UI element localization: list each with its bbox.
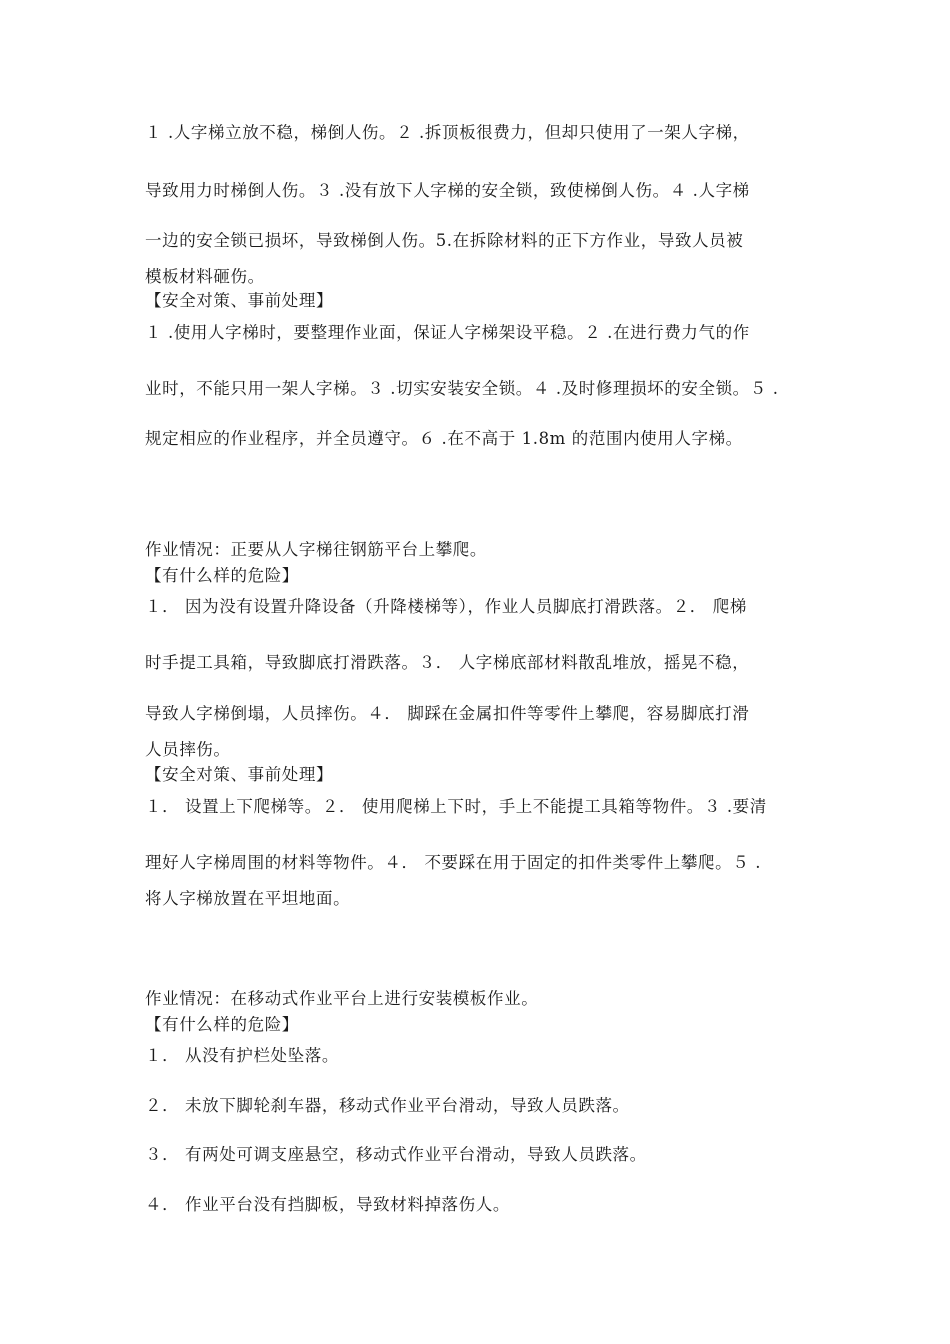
text-line: 导致用力时梯倒人伤。３ .没有放下人字梯的安全锁，致使梯倒人伤。４ .人字梯 bbox=[145, 181, 750, 200]
text-line: １ .人字梯立放不稳，梯倒人伤。２ .拆顶板很费力，但却只使用了一架人字梯， bbox=[145, 123, 750, 142]
section-heading: 【安全对策、事前处理】 bbox=[145, 765, 334, 784]
text-line: 理好人字梯周围的材料等物件。４． 不要踩在用于固定的扣件类零件上攀爬。５ . bbox=[145, 853, 762, 872]
text-line: １． 因为没有设置升降设备（升降楼梯等），作业人员脚底打滑跌落。２． 爬梯 bbox=[145, 597, 747, 616]
text-line: 将人字梯放置在平坦地面。 bbox=[145, 889, 351, 908]
section-heading: 【有什么样的危险】 bbox=[145, 566, 299, 585]
work-situation: 作业情况：正要从人字梯往钢筋平台上攀爬。 bbox=[145, 540, 487, 559]
list-item: ３． 有两处可调支座悬空，移动式作业平台滑动，导致人员跌落。 bbox=[145, 1145, 647, 1164]
text-line: 一边的安全锁已损坏，导致梯倒人伤。5.在拆除材料的正下方作业，导致人员被 bbox=[145, 231, 744, 250]
list-item: ２． 未放下脚轮刹车器，移动式作业平台滑动，导致人员跌落。 bbox=[145, 1096, 630, 1115]
text-line: 模板材料砸伤。 bbox=[145, 267, 265, 286]
list-item: １． 从没有护栏处坠落。 bbox=[145, 1046, 339, 1065]
text-line: 人员摔伤。 bbox=[145, 740, 231, 759]
text-line: 业时，不能只用一架人字梯。３ .切实安装安全锁。４ .及时修理损坏的安全锁。５ . bbox=[145, 379, 779, 398]
text-line: １． 设置上下爬梯等。２． 使用爬梯上下时，手上不能提工具箱等物件。３ .要清 bbox=[145, 797, 767, 816]
text-line: 导致人字梯倒塌，人员摔伤。４． 脚踩在金属扣件等零件上攀爬，容易脚底打滑 bbox=[145, 704, 750, 723]
text-line: 时手提工具箱，导致脚底打滑跌落。３． 人字梯底部材料散乱堆放，摇晃不稳， bbox=[145, 653, 750, 672]
list-item: ４． 作业平台没有挡脚板，导致材料掉落伤人。 bbox=[145, 1195, 510, 1214]
text-line: １ .使用人字梯时，要整理作业面，保证人字梯架设平稳。２ .在进行费力气的作 bbox=[145, 323, 750, 342]
section-heading: 【安全对策、事前处理】 bbox=[145, 291, 334, 310]
work-situation: 作业情况：在移动式作业平台上进行安装模板作业。 bbox=[145, 989, 539, 1008]
text-line: 规定相应的作业程序，并全员遵守。６ .在不高于 1.8m 的范围内使用人字梯。 bbox=[145, 429, 743, 448]
section-heading: 【有什么样的危险】 bbox=[145, 1015, 299, 1034]
